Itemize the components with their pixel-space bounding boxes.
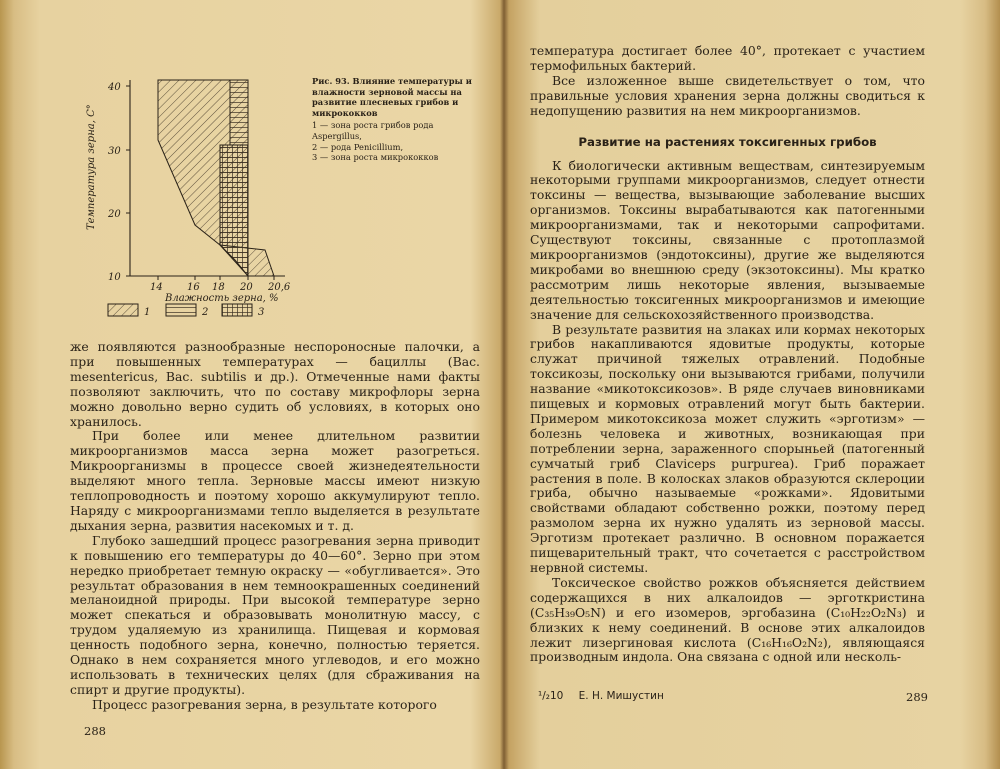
legend-line-2: 2 — рода Penicillium,	[312, 141, 404, 152]
section-heading: Развитие на растениях токсигенных грибов	[578, 134, 877, 149]
left-page	[70, 0, 480, 769]
legend-number-3: 3	[258, 307, 265, 318]
caption-title: Рис. 93. Влияние температуры и влажности зерновой массы на развитие плесневых грибов и микрококков	[312, 76, 472, 118]
x-tick-14: 14	[150, 282, 163, 293]
paragraph: Процесс разогревания зерна, в результате которого	[92, 696, 437, 712]
x-axis-label: Влажность зерна, %	[165, 293, 279, 304]
y-axis-label: Температура зерна, С°	[86, 104, 97, 230]
zone-diagram	[70, 70, 310, 330]
paragraph: Токсическое свойство рожков объясняется действием содержащихся в них алкалоидов — эрготкристина (C₃₅H₃₉O₅N) и его изомеров, эргобазина (C₁₀H₂₂O₂N₃) и близких к нему соединений. В основе этих алкалоидов лежит лизергиновая кислота (C₁₆H₁₆O₂N₂), являющаяся производным индола. Она связана с одной или несколь-	[530, 574, 925, 665]
y-tick-40: 40	[108, 82, 121, 93]
signature-author: Е. Н. Мишустин	[578, 690, 664, 702]
y-tick-10: 10	[108, 272, 121, 283]
legend-line-1: 1 — зона роста грибов рода Aspergillus,	[312, 120, 434, 141]
left-page-text	[70, 340, 480, 713]
legend-number-2: 2	[202, 307, 209, 318]
paragraph: Все изложенное выше свидетельствует о том, что правильные условия хранения зерна должны сводиться к недопущению развития на нем микроорганизмов.	[530, 72, 925, 118]
y-tick-20: 20	[108, 209, 121, 220]
page-number-right: 289	[906, 690, 928, 704]
paragraph: температура достигает более 40°, протекает с участием термофильных бактерий.	[530, 43, 925, 73]
page-number-left: 288	[84, 724, 106, 738]
paragraph: К биологически активным веществам, синтезируемым некоторыми группами микроорганизмов, следует отнести токсины — вещества, вызывающие заболевание высших организмов. Токсины вырабатываются как патогенными микроорганизмами, так и некоторыми сапрофитами. Существуют токсины, связанные с протоплазмой микроорганизмов (эндотоксины), другие же выделяются микробами во внешнюю среду (экзотоксины). Мы кратко рассмотрим лишь некоторые явления, вызываемые деятельностью токсигенных микроорганизмов и имеющие значение для сельскохозяйственного производства.	[530, 157, 925, 322]
right-page-text	[530, 44, 925, 665]
paragraph: Глубоко зашедший процесс разогревания зерна приводит к повышению его температуры до 40—60°. Зерно при этом нередко приобретает темную окраску — «обугливается». Это результат образования в нем темноокрашенных соединений меланоидной природы. При высокой температуре зерно может спекаться и образовывать монолитную массу, с трудом удаляемую из хранилища. Пищевая и кормовая ценность подобного зерна, конечно, полностью теряется. Однако в нем сохраняется много углеводов, и его можно использовать в технических целях (для сбраживания на спирт и другие продукты).	[70, 532, 480, 697]
paragraph: же появляются разнообразные неспороносные палочки, а при повышенных температурах — бациллы (Bac. mesentericus, Bac. subtilis и др.). Отмеченные нами факты позволяют заключить, что по составу микрофлоры зерна можно довольно верно судить об условиях, в которых оно хранилось.	[70, 339, 480, 429]
right-page	[530, 0, 928, 769]
printer-signature	[538, 690, 676, 702]
x-tick-20: 20	[240, 282, 253, 293]
paragraph: В результате развития на злаках или кормах некоторых грибов накапливаются ядовитые продукты, которые служат причиной тяжелых отравлений. Подобные токсикозы, поскольку они вызываются грибами, получили название «микотоксикозов». В ряде случаев виновниками пищевых и кормовых отравлений могут быть бактерии. Примером микотоксикоза может служить «эрготизм» — болезнь человека и животных, возникающая при потреблении зерна, зараженного спорыньей (патогенный сумчатый гриб Claviceps purpurea). Гриб поражает растения в поле. В колосках злаков образуются склероции гриба, обычно называемые «рожками». Ядовитыми свойствами обладают собственно рожки, поэтому перед размолом зерна их нужно удалять из зерновой массы. Эрготизм протекает различно. В основном поражается пищеварительный тракт, что сочетается с расстройством нервной системы.	[530, 321, 925, 575]
figure-caption	[312, 76, 480, 163]
y-tick-30: 30	[108, 146, 121, 157]
legend-number-1: 1	[144, 307, 151, 318]
x-tick-20-6: 20,6	[268, 282, 291, 293]
x-tick-16: 16	[187, 282, 200, 293]
figure-93	[70, 70, 480, 340]
legend-line-3: 3 — зона роста микрококков	[312, 152, 439, 163]
signature-mark: ¹/₂10	[538, 690, 564, 702]
x-tick-18: 18	[212, 282, 225, 293]
paragraph: При более или менее длительном развитии микроорганизмов масса зерна может разогреться. Микроорганизмы в процессе своей жизнедеятельности выделяют много тепла. Зерновые массы имеют низкую теплопроводность и поэтому хорошо аккумулируют тепло. Наряду с микроорганизмами тепло выделяется в результате дыхания зерна, развития насекомых и т. д.	[70, 428, 480, 533]
